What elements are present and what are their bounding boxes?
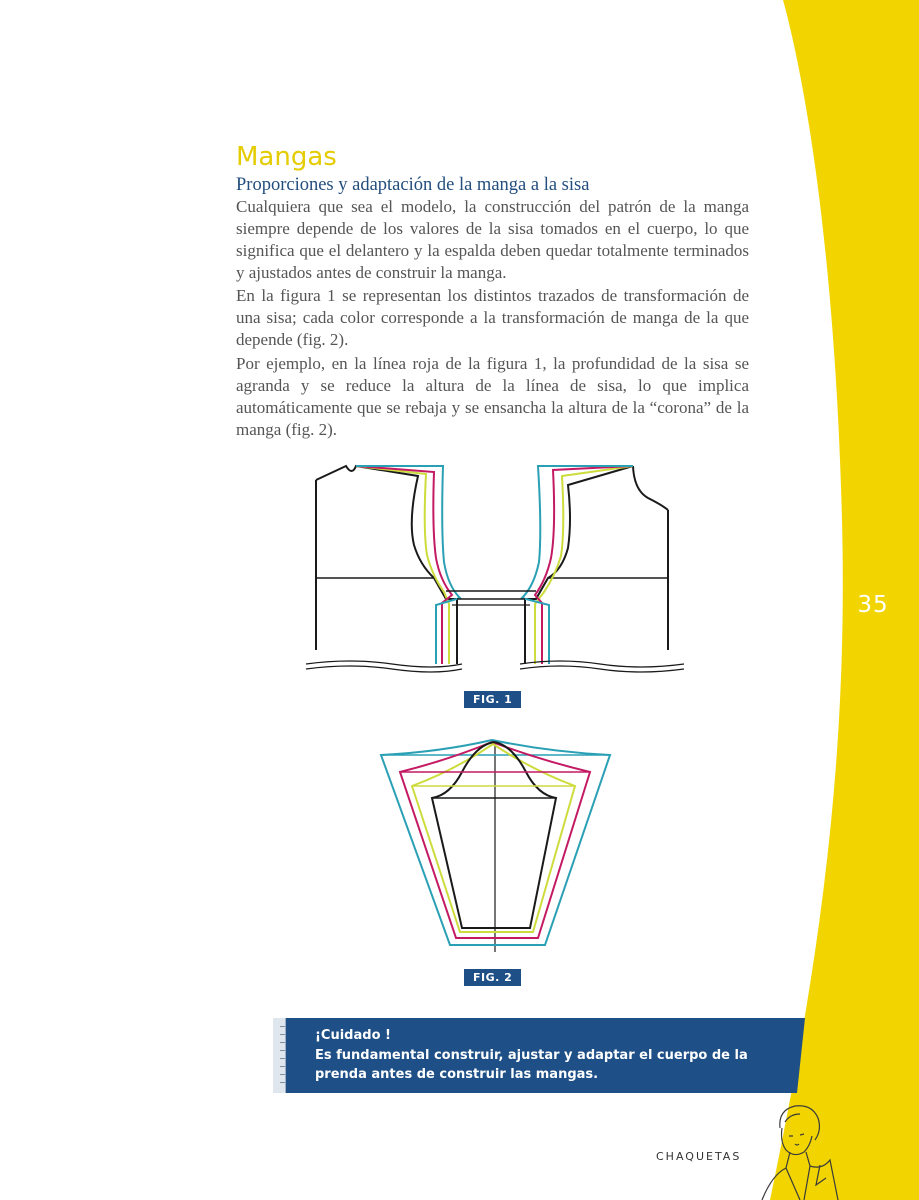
figure-1-armhole-diagram: [300, 455, 690, 685]
woman-sketch-illustration: [752, 1100, 842, 1200]
figure-2-sleeve-diagram: [375, 730, 620, 955]
fig1-left-red-line: [356, 466, 452, 664]
section-title: Mangas: [236, 142, 337, 173]
paragraph-3: Por ejemplo, en la línea roja de la figura 1, la profundidad de la sisa se agranda y se reduce la altura de la línea de sisa, lo que implica automáticamente que se rebaja y se ensancha la altura de la “corona” de la manga (fig. 2).: [236, 354, 749, 439]
figure-1-label: FIG. 1: [464, 691, 521, 708]
subheading: Proporciones y adaptación de la manga a la sisa: [236, 175, 590, 195]
warning-callout: [273, 1018, 805, 1093]
fig1-left-teal-line: [356, 466, 460, 664]
paragraph-1: Cualquiera que sea el modelo, la construcción del patrón de la manga siempre depende de los valores de la sisa tomados en el cuerpo, lo que significa que el delantero y la espalda deben quedar totalmente terminados y ajustados antes de construir la manga.: [236, 197, 749, 282]
callout-title: ¡Cuidado !: [315, 1028, 391, 1043]
paragraph-2: En la figura 1 se representan los distintos trazados de transformación de una sisa; cada color corresponde a la transformación de manga de la que depende (fig. 2).: [236, 286, 749, 349]
footer-section-label: CHAQUETAS: [656, 1150, 742, 1163]
fig1-right-teal-line: [522, 466, 633, 664]
ruler-icon: [273, 1018, 286, 1093]
page-number: 35: [857, 592, 889, 618]
fig1-right-shoulder: [633, 466, 668, 510]
figure-2-label: FIG. 2: [464, 969, 521, 986]
callout-text: Es fundamental construir, ajustar y adaptar el cuerpo de la prenda antes de construir las mangas.: [315, 1048, 748, 1082]
